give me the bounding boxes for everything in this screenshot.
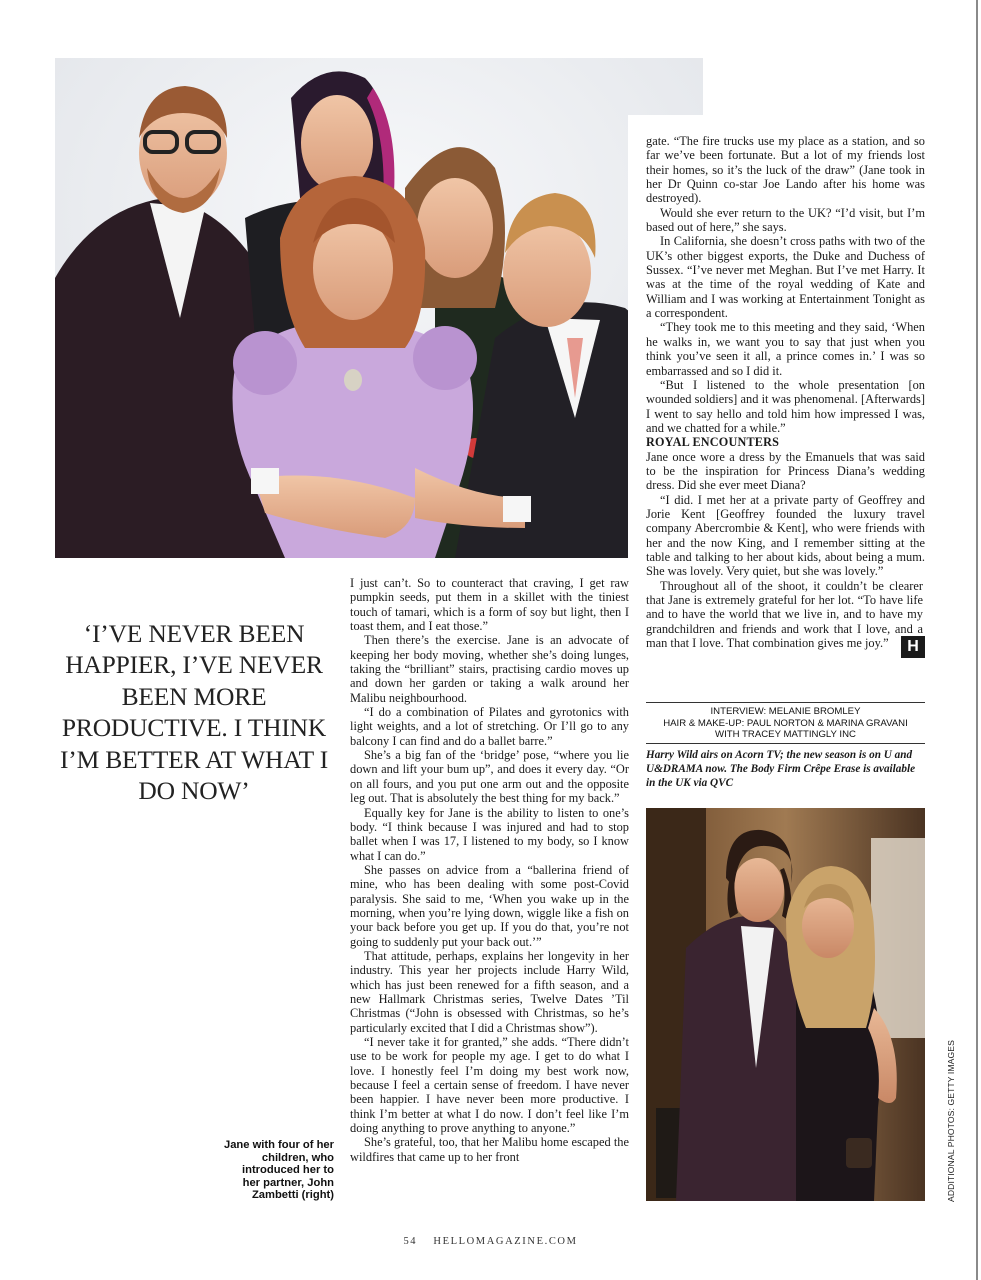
paragraph: “I never take it for granted,” she adds. “There didn’t use to be work for people my age. I get to do what I love. I honestly feel I’m doing my best work now, because I feel a certain sense of freedom. I have never been happier. I have never been more productive. I think I’m better at what I do now. I don’t feel like I’m doing anything to prove anything to anyone.” (350, 1035, 629, 1136)
paragraph: She’s a big fan of the ‘bridge’ pose, “where you lie down and lift your bum up”, and does it every day. “Or on all fours, and you put one arm out and the opposite leg out. That is absolutely the best thing for my back.” (350, 748, 629, 806)
credits-block (646, 706, 925, 741)
section-subhead: ROYAL ENCOUNTERS (646, 435, 780, 450)
paragraph: “I do a combination of Pilates and gyrotonics with light weights, and a lot of stretching. Or I’ll go to any balcony I can find and do a ballet barre.” (350, 705, 629, 748)
paragraph: I just can’t. So to counteract that craving, I get raw pumpkin seeds, put them in a skillet with the tiniest touch of tamari, which is a form of soy but light, then I toast them, and I eat those.” (350, 576, 629, 634)
photo-credit: ADDITIONAL PHOTOS: GETTY IMAGES (946, 1040, 956, 1202)
broadcast-note: Harry Wild airs on Acorn TV; the new season is on U and U&DRAMA now. The Body Firm Crêpe Erase is available in the UK via QVC (646, 749, 916, 789)
paragraph: Jane once wore a dress by the Emanuels that was said to be the inspiration for Princess Diana’s wedding dress. Did she ever meet Diana? (646, 449, 925, 493)
paragraph: “They took me to this meeting and they said, ‘When he walks in, we want you to say that just when you think you’ve seen it all, a prince comes in.’ I was so embarrassed and so I did it. (646, 320, 925, 378)
paragraph: That attitude, perhaps, explains her longevity in her industry. This year her projects include Harry Wild, which has just been renewed for a fifth season, and a new Hallmark Christmas series, Twelve Dates ’Til Christmas (“John is obsessed with Christmas, so he’s particularly excited that I did a Christmas show”). (350, 948, 629, 1035)
article-column-right (646, 134, 925, 656)
page-edge-rule (976, 0, 978, 1280)
credit-line: WITH TRACEY MATTINGLY INC (715, 729, 856, 740)
photo-caption: Jane with four of her children, who introduced her to her partner, John Zambetti (right) (223, 1139, 334, 1202)
paragraph: Would she ever return to the UK? “I’d visit, but I’m based out of here,” she says. (646, 205, 925, 235)
paragraph: gate. “The fire trucks use my place as a station, and so far we’ve been fortunate. But a lot of my friends lost their homes, so it’s the luck of the draw” (Jane took in her Dr Quinn co-star Joe Lando after his home was destroyed). (646, 134, 925, 206)
page-footer (0, 1236, 981, 1247)
paragraph: “I did. I met her at a private party of Geoffrey and Jorie Kent [Geoffrey founded the luxury travel company Abercrombie & Kent], who were friends with her and the now King, and I remember sitting at the table and talking to her about kids, about being a mum. She was lovely. Very quiet, but she was lovely.” (646, 492, 925, 579)
couple-photo (646, 808, 925, 1201)
group-photo (55, 58, 703, 558)
paragraph: Then there’s the exercise. Jane is an advocate of keeping her body moving, whether she’s doing lunges, taking the “brilliant” stairs, practising cardio moves up and down her garden or taking a walk around her Malibu neighbourhood. (350, 633, 629, 705)
site-url: HELLOMAGAZINE.COM (433, 1236, 578, 1247)
credit-line: INTERVIEW: MELANIE BROMLEY (710, 706, 861, 717)
end-mark-icon: H (901, 636, 925, 658)
credits-rule (646, 743, 925, 744)
credit-line: HAIR & MAKE-UP: PAUL NORTON & MARINA GRAVANI (663, 717, 908, 729)
credits-rule (646, 702, 925, 703)
article-column-middle (350, 576, 629, 1164)
paragraph-text: Throughout all of the shoot, it couldn’t be clearer that Jane is extremely grateful for her lot. “To have life and to have the world that we live in, and to have my grandchildren and friends and work that I love, and a man that I love. That combination gives me joy.” (646, 578, 923, 651)
paragraph: In California, she doesn’t cross paths with two of the UK’s other biggest exports, the Duke and Duchess of Sussex. “I’ve never met Meghan. But I’ve met Harry. It was at the time of the royal wedding of Kate and William and I was working at Entertainment Tonight as a correspondent. (646, 234, 925, 321)
paragraph: She passes on advice from a “ballerina friend of mine, who has been dealing with some post-Covid paralysis. She said to me, ‘When you wake up in the morning, when you’re lying down, wiggle like a fish on your back before you get up. If you do that, you’re not going to suddenly put your back out.’” (350, 862, 629, 949)
page-number: 54 (403, 1236, 418, 1247)
pull-quote: ‘I’VE NEVER BEEN HAPPIER, I’VE NEVER BEEN MORE PRODUCTIVE. I THINK I’M BETTER AT WHAT I DO NOW’ (60, 619, 328, 806)
paragraph (646, 578, 925, 656)
paragraph: Equally key for Jane is the ability to listen to one’s body. “I think because I was injured and had to stop ballet when I was 17, I listened to my body, so I know what I can do.” (350, 805, 629, 863)
paragraph: She’s grateful, too, that her Malibu home escaped the wildfires that came up to her front (350, 1135, 629, 1164)
paragraph: “But I listened to the whole presentation [on wounded soldiers] and it was phenomenal. [Afterwards] I went to say hello and told him how impressed I was, and we chatted for a while.” (646, 377, 925, 435)
